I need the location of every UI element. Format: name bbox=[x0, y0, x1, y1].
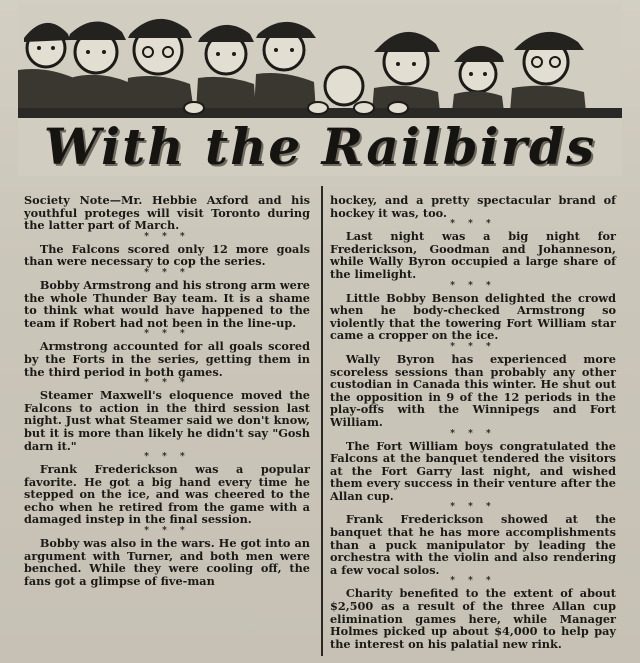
separator-stars: * * * bbox=[144, 231, 190, 242]
separator-stars: * * * bbox=[450, 341, 496, 352]
paragraph: The Falcons scored only 12 more goals than were necessary to cop the series. bbox=[24, 241, 310, 269]
column-divider bbox=[321, 186, 323, 656]
paragraph: Society Note—Mr. Hebbie Axford and his youthful proteges will visit Toronto during the latter part of March. bbox=[24, 193, 310, 233]
paragraph: Frank Frederickson was a popular favorite. He got a big hand every time he stepped on the ice, and was cheered to the echo when he retired from the game with a damaged instep in the final session. bbox=[24, 462, 310, 527]
separator-stars: * * * bbox=[144, 267, 190, 278]
paragraph: The Fort William boys congratulated the Falcons at the banquet tendered the visitors at the Fort Garry last night, and wished them every success in their venture after the Allan cup. bbox=[330, 438, 616, 503]
paragraph: Little Bobby Benson delighted the crowd when he body-checked Armstrong so violently that the towering Fort William star came a cropper on the ice. bbox=[330, 290, 616, 343]
railbirds-illustration bbox=[18, 4, 622, 124]
paragraph: Wally Byron has experienced more scoreless sessions than probably any other custodian in Canada this winter. He shut out the opposition in 9 of the 12 periods in the play-offs with the Winnipegs and Fort William. bbox=[330, 351, 616, 429]
paragraph: Frank Frederickson showed at the banquet that he has more accomplishments than a puck manipulator by leading the orchestra with the violin and also rendering a few vocal solos. bbox=[330, 512, 616, 577]
paragraph: Steamer Maxwell's eloquence moved the Falcons to action in the third session last night. Just what Steamer said we don't know, but it is more than likely he didn't say "Gosh darn it." bbox=[24, 388, 310, 453]
separator-stars: * * * bbox=[450, 280, 496, 291]
headline-title: With the Railbirds bbox=[43, 116, 597, 176]
paragraph: Last night was a big night for Frederickson, Goodman and Johanneson, while Wally Byron occupied a large share of the limelight. bbox=[330, 229, 616, 281]
paragraph: Bobby Armstrong and his strong arm were the whole Thunder Bay team. It is a shame to think what would have happened to the team if Robert had not been in the line-up. bbox=[24, 277, 310, 330]
separator-stars: * * * bbox=[450, 219, 496, 230]
paragraph: Armstrong accounted for all goals scored by the Forts in the series, getting them in the third period in both games. bbox=[24, 339, 310, 379]
separator-stars: * * * bbox=[450, 428, 496, 439]
paragraph: hockey, and a pretty spectacular brand of hockey it was, too. bbox=[330, 193, 616, 220]
paragraph: Charity benefited to the extent of about $2,500 as a result of the three Allan cup elimination games here, while Manager Holmes picked up about $4,000 to help pay the interest on his palatial new rink. bbox=[330, 586, 616, 651]
separator-stars: * * * bbox=[144, 526, 190, 537]
paragraph: Bobby was also in the wars. He got into an argument with Turner, and both men were benched. While they were cooling off, the fans got a glimpse of five-man bbox=[24, 536, 310, 588]
separator-stars: * * * bbox=[450, 502, 496, 513]
masthead-banner bbox=[18, 4, 622, 176]
separator-stars: * * * bbox=[144, 452, 190, 463]
separator-stars: * * * bbox=[450, 576, 496, 587]
left-column bbox=[24, 194, 310, 587]
right-column bbox=[330, 194, 616, 650]
separator-stars: * * * bbox=[144, 378, 190, 389]
separator-stars: * * * bbox=[144, 329, 190, 340]
